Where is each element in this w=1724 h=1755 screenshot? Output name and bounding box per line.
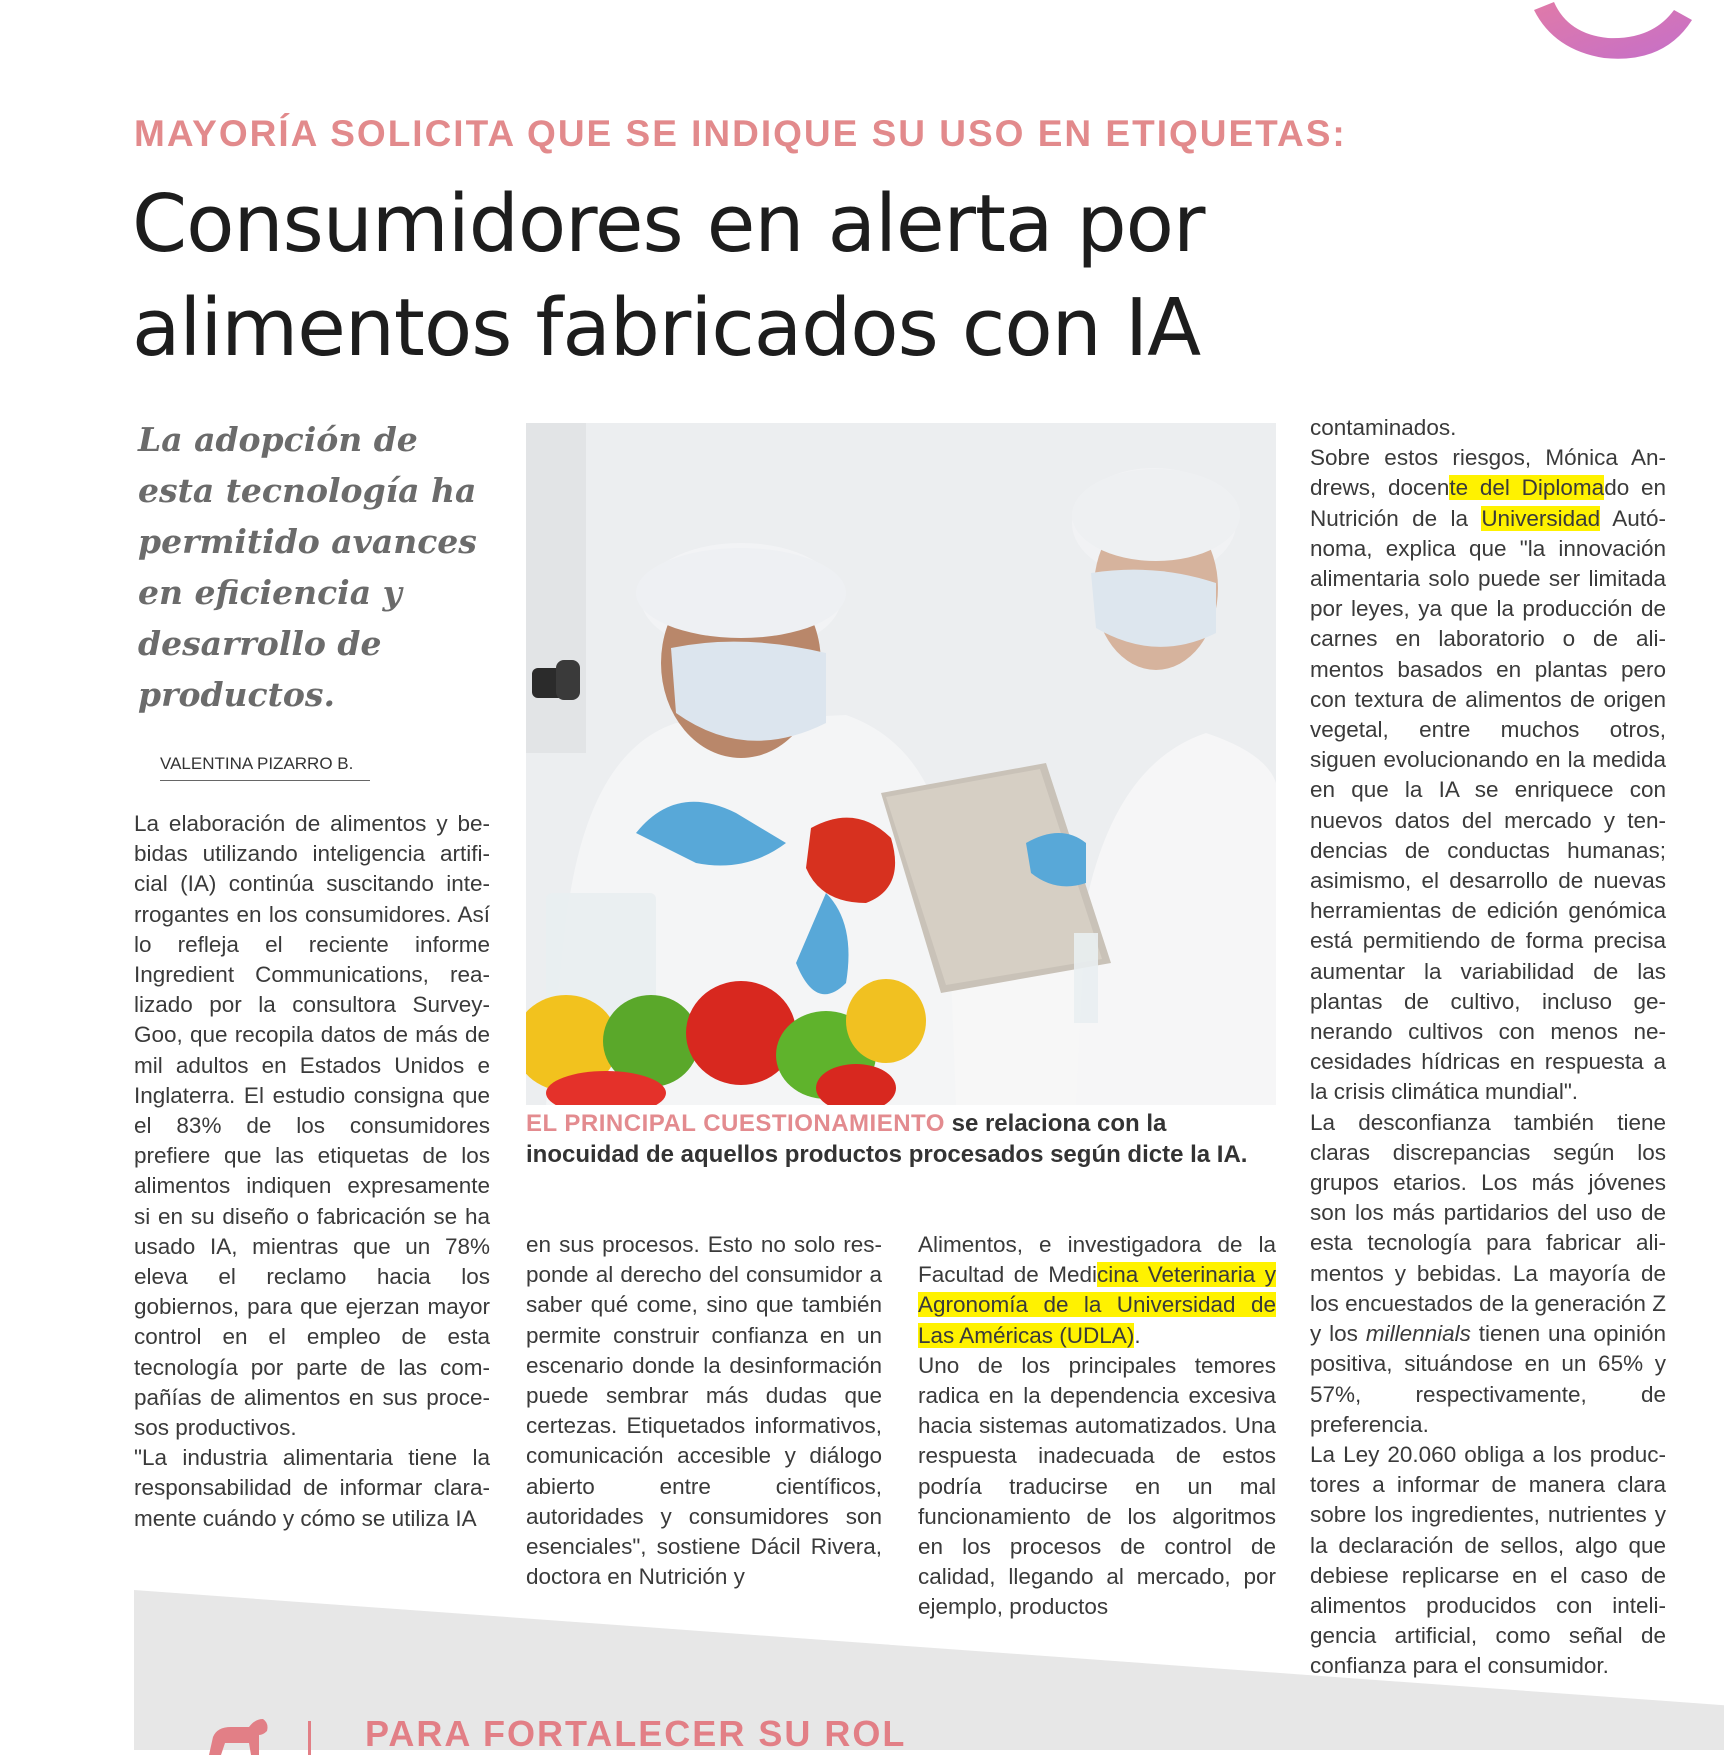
text-run: . [1134,1322,1141,1348]
headline-line-1: Consumidores en alerta por [132,178,1205,270]
article-kicker: MAYORÍA SOLICITA QUE SE INDIQUE SU USO EN ETIQUETAS: [134,113,1347,154]
body-column-1 [134,809,490,1534]
swirl-decoration-icon [1524,0,1704,70]
caption-text: se relaciona con la inocuidad de aquellos productos procesados según dicte la IA. [526,1110,1248,1168]
text-run: tienen una opinión positiva, situándose en un 65% y 57%, respectivamente, de preferencia. [1310,1321,1666,1437]
article-lead: La adopción de esta tecnología ha permitido avances en eficiencia y desarrollo de productos. [138,420,477,714]
paragraph [918,1230,1276,1351]
highlighted-text: te del Diploma [1449,475,1605,501]
emphasis-text: millennials [1365,1321,1471,1347]
article-headline [132,172,1612,380]
paragraph: contaminados. [1310,415,1457,440]
lab-scientists-peppers-photo [526,423,1276,1105]
paragraph: Uno de los principales temores radica en la dependencia excesiva hacia sistemas automatizados. Una respuesta inadecuada de estos podría traducirse en un mal funcionamiento de los algoritmos en los procesos de control de calidad, llegando al mercado, por ejemplo, productos [918,1352,1276,1620]
animal-icon [205,1715,271,1755]
body-column-2 [526,1230,882,1592]
photo-caption [526,1108,1276,1170]
paragraph [1310,443,1666,1107]
body-column-3 [918,1230,1276,1623]
paragraph: en sus procesos. Esto no solo responde al derecho del consumidor a saber qué come, sino que también permite construir confianza en un escenario donde la desinformación puede sembrar más dudas que certezas. Etiquetados informativos, comunicación accesible y diálogo abierto entre científicos, autoridades y consumidores son esenciales", sostiene Dácil Rivera, doctora en Nutrición y [526,1232,882,1590]
text-run: La desconfianza también tiene claras discrepancias según los grupos etarios. Los más jóvenes son los más partidarios del uso de esta tecnología para fabricar alimentos y bebidas. La mayoría de los encuestados de la generación Z y los [1310,1109,1666,1347]
text-run: do en Nutrición de la [1310,475,1667,531]
text-run: Alimentos, e investigadora de la Facultad de Medi [918,1232,1276,1288]
highlighted-text: cina Veterinaria y Agronomía de la Universidad de Las Américas (UDLA) [918,1262,1276,1348]
paragraph: La elaboración de alimentos y bebidas utilizando inteligencia artificial (IA) continúa suscitando interrogantes en los consumidores. Así lo refleja el reciente informe Ingredient Communications, realizado por la consultora SurveyGoo, que recopila datos de más de mil adultos en Estados Unidos e Inglaterra. El estudio consigna que el 83% de los consumidores prefiere que las etiquetas de los alimentos indiquen expresamente si en su diseño o fabricación se ha usado IA, mientras que un 78% eleva el reclamo hacia los gobiernos, para que ejerzan mayor control en el empleo de esta tecnología por parte de las compañías de alimentos en sus procesos productivos. [134,811,490,1441]
paragraph: "La industria alimentaria tiene la responsabilidad de informar claramente cuándo y cómo se utiliza IA [134,1445,490,1531]
text-run: Sobre estos riesgos, Mónica Andrews, docen [1310,445,1666,501]
paragraph [1310,1108,1666,1440]
article-byline: VALENTINA PIZARRO B. [160,754,370,781]
bottom-section-header [205,1715,1105,1755]
highlighted-text: Universidad [1481,505,1601,531]
bottom-section-heading: PARA FORTALECER SU ROL [365,1713,907,1754]
headline-line-2: alimentos fabricados con IA [132,282,1201,374]
paragraph: La Ley 20.060 obliga a los productores a informar de manera clara sobre los ingredientes, nutrientes y la declaración de sellos, algo que debiese replicarse en el caso de alimentos producidos con inteligencia artificial, como señal de confianza para el consumidor. [1310,1441,1666,1679]
body-column-4 [1310,413,1666,1682]
text-run: Autónoma, explica que "la innovación alimentaria solo puede ser limitada por leyes, ya que la producción de carnes en laboratorio o de alimentos basados en plantas pero con textura de alimentos de origen vegetal, entre muchos otros, siguen evolucionando en la medida en que la IA se enriquece con nuevos datos del mercado y tendencias de conductas humanas; asimismo, el desarrollo de nuevas herramientas de edición genómica está permitiendo de forma precisa aumentar la variabilidad de las plantas de cultivo, incluso generando cultivos con menos necesidades hídricas en respuesta a la crisis climática mundial". [1310,505,1666,1105]
caption-lead: EL PRINCIPAL CUESTIONAMIENTO [526,1110,945,1137]
